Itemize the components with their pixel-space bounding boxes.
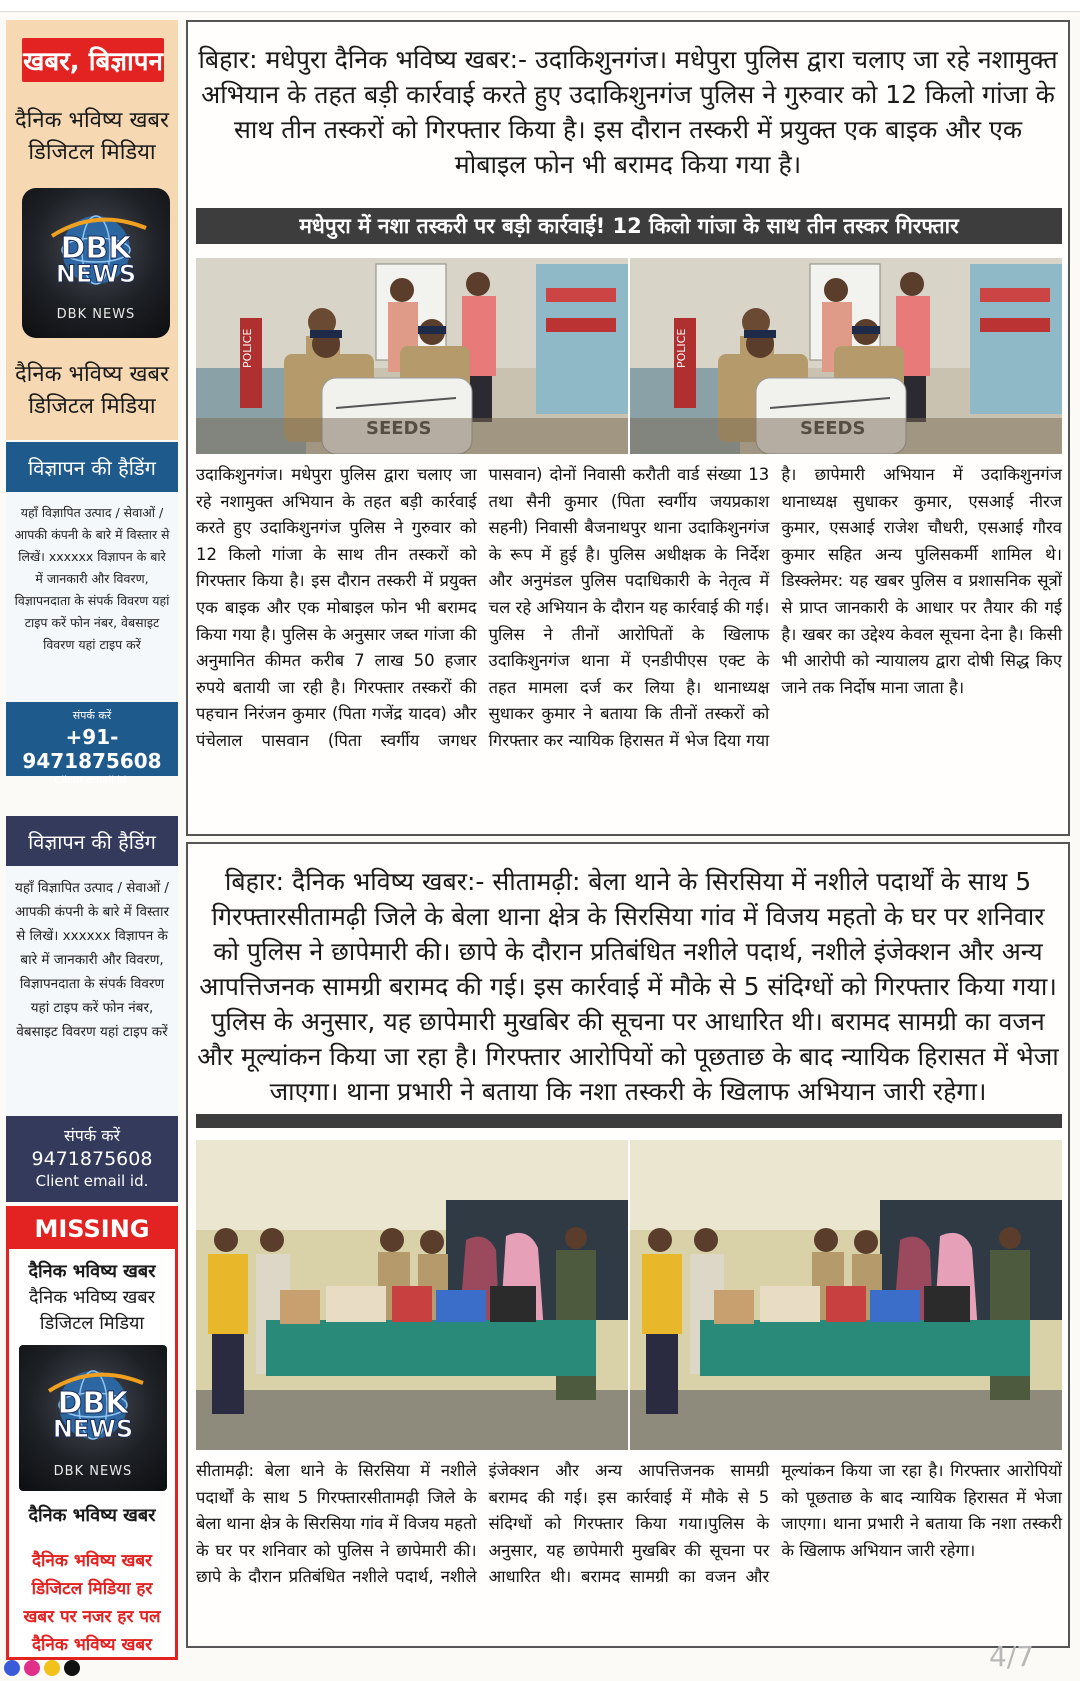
dot-black [64, 1660, 80, 1676]
sidebar [6, 20, 178, 1660]
ad1-contact-label: संपर्क करें [72, 709, 112, 722]
dot-yellow [44, 1660, 60, 1676]
svg-text:NEWS: NEWS [55, 260, 137, 288]
missing-panel [6, 1206, 178, 1660]
svg-text:DBK: DBK [57, 1386, 129, 1421]
article1-body: उदाकिशुनगंज। मधेपुरा पुलिस द्वारा चलाए जा रहे नशामुक्त अभियान के तहत बड़ी कार्रवाई करते हुए उदाकिशुनगंज पुलिस ने गुरुवार को 12 किलो गांजा के साथ तीन तस्करों को गिरफ्तार किया है। इस दौरान तस्करी में प्रयुक्त एक बाइक और एक मोबाइल फोन भी बरामद किया गया है। पुलिस के अनुसार जब्त गांजा की अनुमानित कीमत करीब 7 लाख 50 हजार रुपये बतायी जा रही है। गिरफ्तार तस्करों की पहचान निरंजन कुमार (पिता गजेंद्र यादव) और पंचेलाल पासवान (पिता स्वर्गीय जगधर पासवान) दोनों निवासी करौती वार्ड संख्या 13 तथा सैनी कुमार (पिता स्वर्गीय जयप्रकाश सहनी) निवासी बैजनाथपुर थाना उदाकिशुनगंज के रूप में हुई है। पुलिस अधीक्षक के निर्देश और अनुमंडल पुलिस पदाधिकारी के नेतृत्व में चल रहे अभियान के दौरान यह कार्रवाई की गई। पुलिस ने तीनों आरोपितों के खिलाफ उदाकिशुनगंज थाना में एनडीपीएस एक्ट के तहत मामला दर्ज कर लिया है। थानाध्यक्ष सुधाकर कुमार ने बताया कि तीनों तस्करों को गिरफ्तार कर न्यायिक हिरासत में भेज दिया गया है। छापेमारी अभियान में उदाकिशुनगंज थानाध्यक्ष सुधाकर कुमार, एसआई नीरज कुमार, एसआई राजेश चौधरी, एसआई गौरव कुमार सहित अन्य पुलिसकर्मी शामिल थे। डिस्क्लेमर: यह खबर पुलिस व प्रशासनिक सूत्रों से प्राप्त जानकारी के आधार पर तैयार की गई है। खबर का उद्देश्य केवल सूचना देना है। किसी भी आरोपी को न्यायालय द्वारा दोषी सिद्ध किए जाने तक निर्दोष माना जाता है। [196, 465, 1062, 750]
missing-red-2: डिजिटल मिडिया हर [31, 1579, 153, 1599]
article1-lead: बिहार: मधेपुरा दैनिक भविष्य खबर:- उदाकिशुनगंज। मधेपुरा पुलिस द्वारा चलाए जा रहे नशामुक्त अभियान के तहत बड़ी कार्रवाई करते हुए उदाकिशुनगंज पुलिस ने गुरुवार को 12 किलो गांजा के साथ तीन तस्करों को गिरफ्तार किया है। इस दौरान तस्करी में प्रयुक्त एक बाइक और एक मोबाइल फोन भी बरामद किया गया है। [198, 45, 1058, 179]
ad2-email: Client email id. [35, 1172, 149, 1190]
missing-line-3: डिजिटल मिडिया [39, 1313, 145, 1334]
missing-line-4: दैनिक भविष्य खबर [28, 1505, 156, 1526]
sidebar-brand-panel [6, 20, 178, 440]
ad2-contact [6, 1116, 178, 1202]
news-ad-tag: खबर, बिज्ञापन [22, 38, 164, 82]
article-sitamarhi [186, 842, 1070, 1648]
ad1-contact [6, 702, 178, 786]
missing-logo-caption: DBK NEWS [53, 1464, 133, 1479]
svg-text:POLICE: POLICE [675, 328, 688, 368]
missing-red-3: खबर पर नजर हर पल [23, 1607, 161, 1627]
ad2-body: यहाँ विज्ञापित उत्पाद / सेवाओं / आपकी कंपनी के बारे में विस्तार से लिखें। xxxxxx विज्ञापन के बारे में जानकारी और विवरण, विज्ञापनदाता के संपर्क विवरण यहां टाइप करें फोन नंबर, वेबसाइट विवरण यहां टाइप करें [6, 866, 178, 1120]
article2-lead: बिहार: दैनिक भविष्य खबर:- सीतामढ़ी: बेला थाने के सिरसिया में नशीले पदार्थों के साथ 5 गिरफ्तारसीतामढ़ी जिले के बेला थाना क्षेत्र के सिरसिया गांव में विजय महतो के घर पर शनिवार को पुलिस ने छापेमारी की। छापे के दौरान प्रतिबंधित नशीले पदार्थ, नशीले इंजेक्शन और अन्य आपत्तिजनक सामग्री बरामद की गई। इस कार्रवाई में मौके से 5 संदिग्धों को गिरफ्तार किया गया।पुलिस के अनुसार, यह छापेमारी मुखबिर की सूचना पर आधारित थी। बरामद सामग्री का वजन और मूल्यांकन किया जा रहा है। गिरफ्तार आरोपियों को पूछताछ के बाद न्यायिक हिरासत में भेजा जाएगा। थाना प्रभारी ने बताया कि नशा तस्करी के खिलाफ अभियान जारी रहेगा। [197, 867, 1059, 1106]
missing-red-1: दैनिक भविष्य खबर [31, 1551, 153, 1571]
article2-divider-banner [196, 1114, 1062, 1128]
brand-line-2: डिजिटल मिडिया [28, 140, 156, 165]
ad1-heading: विज्ञापन की हैडिंग [6, 442, 178, 492]
ad1-email: Client email id. [54, 775, 130, 786]
article2-photo-left [196, 1140, 628, 1450]
ad1-phone: +91-9471875608 [22, 725, 162, 773]
svg-text:NEWS: NEWS [52, 1415, 134, 1443]
missing-heading: MISSING [9, 1209, 175, 1249]
dbk-news-logo [22, 188, 170, 338]
brand2-line-1: दैनिक भविष्य खबर [15, 362, 169, 387]
missing-line-2: दैनिक भविष्य खबर [29, 1287, 155, 1308]
ad2-heading: विज्ञापन की हैडिंग [6, 816, 178, 866]
brand2-line-2: डिजिटल मिडिया [28, 394, 156, 419]
logo-caption: DBK NEWS [56, 307, 136, 322]
article2-photo-right [630, 1140, 1062, 1450]
dot-pink [24, 1660, 40, 1676]
ad2-contact-label: संपर्क करें [63, 1126, 121, 1145]
article1-photo-left [196, 258, 628, 454]
ad1-body: यहाँ विज्ञापित उत्पाद / सेवाओं / आपकी कंपनी के बारे में विस्तार से लिखें। xxxxxx विज्ञापन के बारे में जानकारी और विवरण, विज्ञापनदाता के संपर्क विवरण यहां टाइप करें फोन नंबर, वेबसाइट विवरण यहां टाइप करें [6, 492, 178, 702]
article-madhepura [186, 20, 1070, 836]
color-dots [4, 1660, 80, 1676]
missing-line-1: दैनिक भविष्य खबर [28, 1261, 156, 1282]
ad2-phone: 9471875608 [31, 1148, 153, 1170]
svg-text:DBK: DBK [60, 231, 132, 266]
brand-line-1: दैनिक भविष्य खबर [15, 108, 169, 133]
article1-headline-banner: मधेपुरा में नशा तस्करी पर बड़ी कार्रवाई! 12 किलो गांजा के साथ तीन तस्कर गिरफ्तार [196, 208, 1062, 244]
svg-text:POLICE: POLICE [241, 328, 254, 368]
dot-blue [4, 1660, 20, 1676]
missing-logo [19, 1345, 167, 1491]
missing-red-4: दैनिक भविष्य खबर [31, 1635, 153, 1655]
page-indicator: 4/7 [988, 1640, 1034, 1673]
article2-body: सीतामढ़ी: बेला थाने के सिरसिया में नशीले पदार्थों के साथ 5 गिरफ्तारसीतामढ़ी जिले के बेला थाना क्षेत्र के सिरसिया गांव में विजय महतो के घर पर शनिवार को पुलिस ने छापेमारी की। छापे के दौरान प्रतिबंधित नशीले पदार्थ, नशीले इंजेक्शन और अन्य आपत्तिजनक सामग्री बरामद की गई। इस कार्रवाई में मौके से 5 संदिग्धों को गिरफ्तार किया गया।पुलिस के अनुसार, यह छापेमारी मुखबिर की सूचना पर आधारित थी। बरामद सामग्री का वजन और मूल्यांकन किया जा रहा है। गिरफ्तार आरोपियों को पूछताछ के बाद न्यायिक हिरासत में भेजा जाएगा। थाना प्रभारी ने बताया कि नशा तस्करी के खिलाफ अभियान जारी रहेगा। [196, 1461, 1062, 1587]
article1-photo-right [630, 258, 1062, 454]
top-strip [0, 0, 1080, 12]
